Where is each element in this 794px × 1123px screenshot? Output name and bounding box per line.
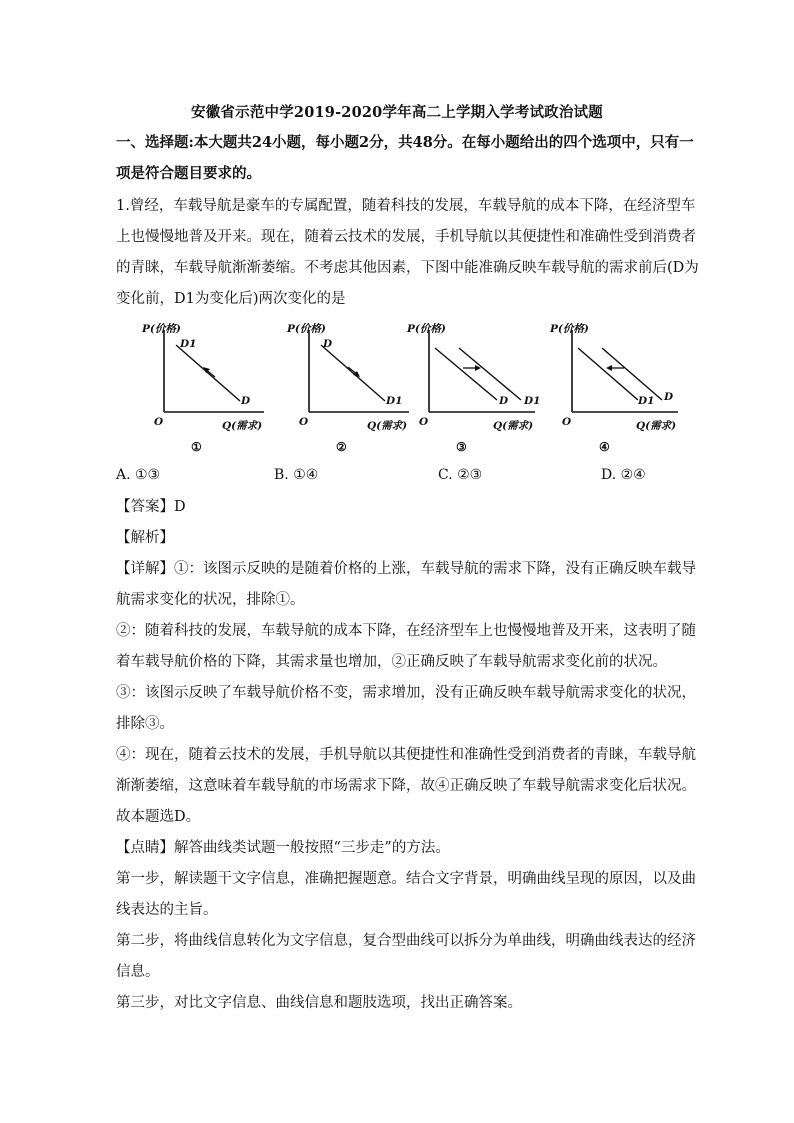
question-1-line-2: 上也慢慢地普及开来。现在，随着云技术的发展，手机导航以其便捷性和准确性受到消费者 (116, 229, 696, 245)
section-heading-line-2: 项是符合题目要求的。 (116, 165, 261, 182)
tip-line-6: 第三步，对比文字信息、曲线信息和题肢选项，找出正确答案。 (116, 995, 522, 1011)
price-axis-label: P(价格) (287, 323, 326, 335)
graph-caption: ② (336, 440, 347, 454)
option-c: C. ②③ (438, 467, 483, 483)
quantity-axis-label: Q(需求) (636, 420, 677, 432)
page-title: 安徽省示范中学2019-2020学年高二上学期入学考试政治试题 (191, 104, 603, 121)
demand-curve (321, 345, 385, 401)
explanation-line-4: 着车载导航价格的下降，其需求量也增加，②正确反映了车载导航需求变化前的状况。 (116, 654, 667, 670)
section-heading-line-1: 一、选择题:本大题共24小题，每小题2分，共48分。在每小题给出的四个选项中，只有一 (116, 134, 694, 151)
demand-curve-before (602, 348, 662, 400)
quantity-axis-label: Q(需求) (367, 420, 408, 432)
curve-label-upper: D1 (180, 338, 197, 350)
explanation-line-8: 渐渐萎缩，这意味着车载导航的市场需求下降，故④正确反映了车载导航需求变化后状况。 (116, 778, 696, 794)
tip-line-4: 第二步，将曲线信息转化为文字信息，复合型曲线可以拆分为单曲线，明确曲线表达的经济 (116, 933, 696, 949)
question-1-line-1: 1.曾经，车载导航是豪车的专属配置，随着科技的发展，车载导航的成本下降，在经济型车 (116, 198, 696, 214)
explanation-line-5: ③：该图示反映了车载导航价格不变，需求增加，没有正确反映车载导航需求变化的状况， (116, 685, 696, 701)
demand-graphs (140, 318, 720, 460)
graph-1-svg (140, 318, 290, 458)
question-1-line-3: 的青睐，车载导航渐渐萎缩。不考虑其他因素，下图中能准确反映车载导航的需求前后(D为 (116, 260, 699, 276)
explanation-line-6: 排除③。 (116, 716, 174, 732)
graph-3-svg (405, 318, 555, 458)
graph-caption: ④ (599, 440, 610, 454)
graph-4-svg (548, 318, 698, 458)
question-1-line-4: 变化前，D1为变化后)两次变化的是 (116, 291, 346, 307)
curve-label-lower: D (241, 395, 251, 407)
explanation-line-9: 故本题选D。 (116, 809, 201, 825)
graph-1 (140, 318, 290, 458)
graph-4 (548, 318, 698, 458)
option-a: A. ①③ (116, 467, 161, 483)
curve-label-after: D1 (524, 395, 541, 407)
curve-label-after: D1 (638, 395, 655, 407)
demand-curve-after (459, 348, 521, 400)
arrow-head (606, 365, 612, 371)
origin-label: O (419, 416, 429, 428)
curve-label-before: D (664, 391, 674, 403)
price-axis-label: P(价格) (407, 323, 446, 335)
tip-line-1: 【点睛】解答曲线类试题一般按照“三步走”的方法。 (116, 840, 450, 856)
explanation-line-1: 【详解】①：该图示反映的是随着价格的上涨，车载导航的需求下降，没有正确反映车载导 (116, 561, 696, 577)
tip-line-3: 线表达的主旨。 (116, 902, 218, 918)
origin-label: O (562, 416, 572, 428)
curve-label-lower: D1 (386, 395, 403, 407)
price-axis-label: P(价格) (550, 323, 589, 335)
option-d: D. ②④ (601, 467, 646, 483)
answer-options (116, 467, 716, 487)
explanation-line-3: ②：随着科技的发展，车载导航的成本下降，在经济型车上也慢慢地普及开来，这表明了随 (116, 623, 696, 639)
origin-label: O (154, 416, 164, 428)
demand-curve-before (435, 348, 497, 400)
tip-line-2: 第一步，解读题干文字信息，准确把握题意。结合文字背景，明确曲线呈现的原因，以及曲 (116, 871, 696, 887)
quantity-axis-label: Q(需求) (222, 420, 263, 432)
graph-caption: ③ (456, 440, 467, 454)
demand-curve-after (578, 348, 638, 400)
graph-caption: ① (191, 440, 202, 454)
explanation-line-7: ④：现在，随着云技术的发展，手机导航以其便捷性和准确性受到消费者的青睐，车载导航 (116, 747, 696, 763)
tip-line-5: 信息。 (116, 964, 160, 980)
demand-curve (176, 345, 240, 401)
origin-label: O (299, 416, 309, 428)
explanation-line-2: 航需求变化的状况，排除①。 (116, 592, 305, 608)
graph-3 (405, 318, 555, 458)
option-b: B. ①④ (274, 467, 319, 483)
quantity-axis-label: Q(需求) (493, 420, 534, 432)
curve-label-upper: D (323, 338, 333, 350)
analysis-label: 【解析】 (116, 530, 174, 546)
price-axis-label: P(价格) (142, 323, 181, 335)
answer-line: 【答案】D (116, 499, 186, 515)
curve-label-before: D (499, 395, 509, 407)
